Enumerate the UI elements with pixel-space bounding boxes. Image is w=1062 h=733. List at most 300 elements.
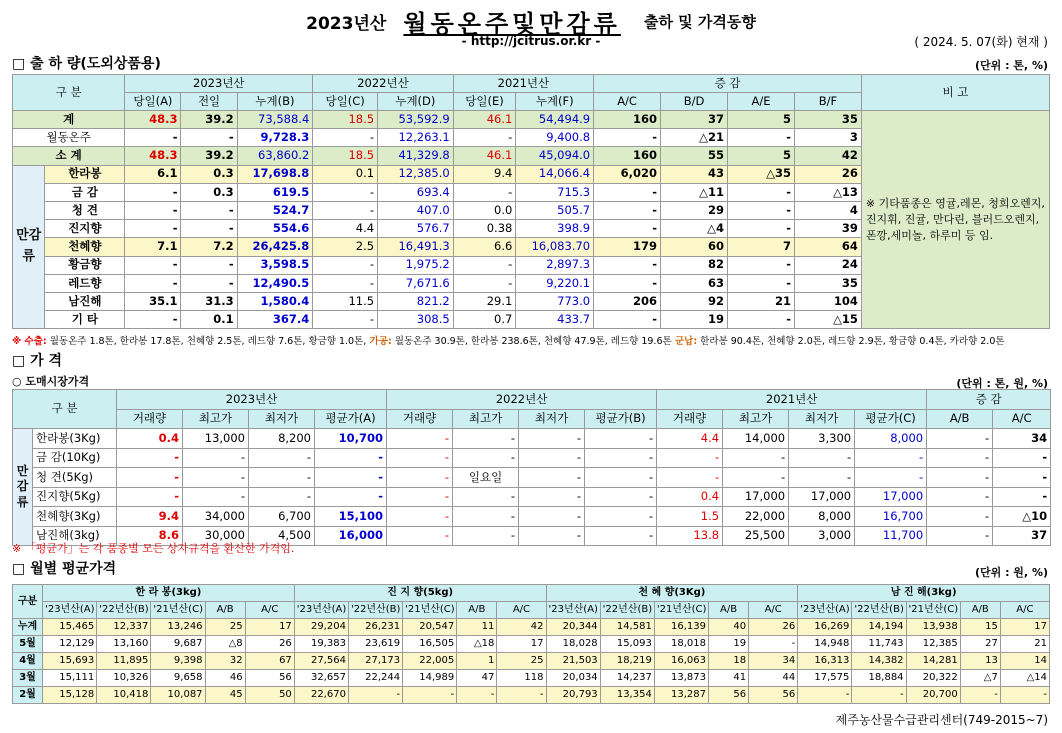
section-price-subtitle: ○ 도매시장가격 (12, 375, 90, 388)
value-cell: 11,895 (97, 653, 151, 670)
row-label: 레드향 (45, 274, 125, 292)
site-url[interactable]: - http://jcitrus.or.kr - (461, 34, 601, 48)
value-cell: 39.2 (181, 147, 237, 165)
value-cell: 0.1 (313, 165, 378, 183)
value-cell: 27,564 (294, 653, 348, 670)
value-cell: - (453, 129, 516, 147)
table-row (13, 507, 1051, 527)
value-cell: 92 (661, 292, 728, 310)
value-cell: 14,281 (906, 653, 960, 670)
value-cell: 18.5 (313, 147, 378, 165)
value-cell: - (728, 256, 795, 274)
value-cell: 32 (205, 653, 245, 670)
header-sub: '22년산(B) (600, 602, 654, 619)
value-cell: 34,000 (183, 507, 249, 527)
value-cell: 0.7 (453, 311, 516, 329)
value-cell: △18 (457, 636, 497, 653)
row-label: 천혜향(3Kg) (33, 507, 117, 527)
row-label: 청 견 (45, 201, 125, 219)
value-cell: △35 (728, 165, 795, 183)
value-cell: 524.7 (237, 201, 313, 219)
value-cell: - (117, 468, 183, 488)
value-cell: 2,897.3 (516, 256, 594, 274)
value-cell: 15,693 (43, 653, 97, 670)
header-row (13, 602, 1050, 619)
value-cell: - (723, 468, 789, 488)
value-cell: - (852, 687, 906, 704)
value-cell: - (993, 487, 1051, 507)
value-cell: △10 (993, 507, 1051, 527)
value-cell: 55 (661, 147, 728, 165)
value-cell: 46.1 (453, 147, 516, 165)
value-cell: 179 (594, 238, 661, 256)
note-export-text: 월동온주 1.8톤, 한라봉 17.8톤, 천혜향 2.5톤, 레드향 7.6톤, 황금향 1.0톤, (46, 336, 367, 347)
value-cell: 20,344 (546, 619, 600, 636)
value-cell: 104 (794, 292, 861, 310)
value-cell: 22,670 (294, 687, 348, 704)
value-cell: 14,194 (852, 619, 906, 636)
value-cell: - (749, 636, 798, 653)
value-cell: 4,500 (249, 526, 315, 546)
value-cell: 15 (960, 619, 1000, 636)
section-price-title: □ 가 격 (12, 353, 63, 369)
value-cell: 16,700 (855, 507, 927, 527)
value-cell: 56 (708, 687, 748, 704)
value-cell: 11 (457, 619, 497, 636)
value-cell: - (723, 448, 789, 468)
header-row (13, 585, 1050, 602)
value-cell: 14,237 (600, 670, 654, 687)
value-cell: △8 (205, 636, 245, 653)
value-cell: 0.3 (181, 183, 237, 201)
value-cell: 10,418 (97, 687, 151, 704)
value-cell: 26,231 (348, 619, 402, 636)
value-cell: 63 (661, 274, 728, 292)
value-cell: 25 (205, 619, 245, 636)
note-process-text: 월동온주 30.9톤, 한라봉 238.6톤, 천혜향 47.9톤, 레드향 19.6톤 (391, 336, 672, 347)
value-cell: 73,588.4 (237, 111, 313, 129)
value-cell: 9,220.1 (516, 274, 594, 292)
header-sub: '23년산(A) (546, 602, 600, 619)
value-cell: 3 (794, 129, 861, 147)
header-sub: '23년산(A) (294, 602, 348, 619)
value-cell: 9.4 (117, 507, 183, 527)
value-cell: 8,000 (789, 507, 855, 527)
value-cell: 6.1 (125, 165, 181, 183)
value-cell: 26 (794, 165, 861, 183)
value-cell: 15,093 (600, 636, 654, 653)
value-cell: - (927, 429, 993, 449)
value-cell: - (125, 311, 181, 329)
value-cell: 16,083.70 (516, 238, 594, 256)
value-cell: △15 (794, 311, 861, 329)
value-cell: - (125, 201, 181, 219)
value-cell: 44 (749, 670, 798, 687)
header-gubun: 구 분 (13, 390, 117, 429)
value-cell: 22,000 (723, 507, 789, 527)
value-cell: 12,385.0 (378, 165, 454, 183)
header-variety: 천 혜 향(3Kg) (546, 585, 798, 602)
value-cell: - (387, 448, 453, 468)
value-cell: - (125, 183, 181, 201)
value-cell: 16,491.3 (378, 238, 454, 256)
table-row (13, 619, 1050, 636)
section-shipment-unit: (단위 : 톤, %) (974, 59, 1048, 72)
header-sub: A/C (993, 409, 1051, 429)
row-label: 황금향 (45, 256, 125, 274)
value-cell: 118 (497, 670, 546, 687)
row-label: 2월 (13, 687, 43, 704)
header-sub: 최고가 (453, 409, 519, 429)
row-label: 진지향 (45, 220, 125, 238)
value-cell: 22,005 (403, 653, 457, 670)
value-cell: - (585, 429, 657, 449)
value-cell: 27 (960, 636, 1000, 653)
value-cell: 18 (708, 653, 748, 670)
value-cell: - (855, 448, 927, 468)
value-cell: - (728, 274, 795, 292)
value-cell: - (594, 311, 661, 329)
value-cell: 4.4 (657, 429, 723, 449)
value-cell: - (125, 220, 181, 238)
value-cell: - (117, 448, 183, 468)
header-sub: '21년산(C) (403, 602, 457, 619)
value-cell: 367.4 (237, 311, 313, 329)
value-cell: 13,246 (151, 619, 205, 636)
value-cell: 18,018 (654, 636, 708, 653)
row-label: 금 감 (45, 183, 125, 201)
shipment-table (12, 74, 1050, 329)
table-row (13, 687, 1050, 704)
value-cell: 82 (661, 256, 728, 274)
value-cell: 20,034 (546, 670, 600, 687)
value-cell: 18,219 (600, 653, 654, 670)
row-label: 3월 (13, 670, 43, 687)
value-cell: 9,687 (151, 636, 205, 653)
value-cell: 16,313 (798, 653, 852, 670)
value-cell: 19 (661, 311, 728, 329)
value-cell: - (960, 687, 1000, 704)
value-cell: 17,000 (855, 487, 927, 507)
value-cell: - (728, 129, 795, 147)
row-label: 한라봉(3Kg) (33, 429, 117, 449)
header-sub: A/C (749, 602, 798, 619)
header-sub: '21년산(C) (906, 602, 960, 619)
value-cell: 7 (728, 238, 795, 256)
value-cell: 0.4 (117, 429, 183, 449)
value-cell: 20,793 (546, 687, 600, 704)
row-label: 한라봉 (45, 165, 125, 183)
value-cell: 13,938 (906, 619, 960, 636)
value-cell: - (585, 468, 657, 488)
value-cell: - (594, 220, 661, 238)
value-cell: 25,500 (723, 526, 789, 546)
value-cell: - (313, 129, 378, 147)
value-cell: 715.3 (516, 183, 594, 201)
header-sub: 최저가 (249, 409, 315, 429)
value-cell: 13,160 (97, 636, 151, 653)
value-cell: 34 (749, 653, 798, 670)
value-cell: 11,700 (855, 526, 927, 546)
value-cell: 53,592.9 (378, 111, 454, 129)
value-cell: 576.7 (378, 220, 454, 238)
report-date: ( 2024. 5. 07(화) 현재 ) (914, 35, 1048, 49)
value-cell: 40 (708, 619, 748, 636)
value-cell: - (403, 687, 457, 704)
value-cell: 29 (661, 201, 728, 219)
value-cell: - (594, 183, 661, 201)
header-sub: 거래량 (657, 409, 723, 429)
value-cell: - (594, 129, 661, 147)
value-cell: 17,575 (798, 670, 852, 687)
header-remark: 비 고 (861, 75, 1049, 111)
value-cell: - (585, 507, 657, 527)
value-cell: 407.0 (378, 201, 454, 219)
value-cell: 31.3 (181, 292, 237, 310)
value-cell: 160 (594, 147, 661, 165)
header-sub: 최저가 (519, 409, 585, 429)
value-cell: 10,087 (151, 687, 205, 704)
value-cell: - (927, 448, 993, 468)
value-cell: - (183, 448, 249, 468)
value-cell: △7 (960, 670, 1000, 687)
header-change: 증 감 (927, 390, 1051, 410)
value-cell: - (927, 468, 993, 488)
value-cell: 4.4 (313, 220, 378, 238)
value-cell: 21 (728, 292, 795, 310)
value-cell: 505.7 (516, 201, 594, 219)
value-cell: - (183, 468, 249, 488)
value-cell: 17,000 (723, 487, 789, 507)
value-cell: 35.1 (125, 292, 181, 310)
header-sub: A/B (457, 602, 497, 619)
value-cell: - (585, 487, 657, 507)
note-process-label: 가공: (366, 336, 392, 347)
value-cell: △4 (661, 220, 728, 238)
header-row (13, 409, 1051, 429)
value-cell: 46 (205, 670, 245, 687)
header-2022: 2022년산 (387, 390, 657, 410)
value-cell: 1,580.4 (237, 292, 313, 310)
value-cell: - (927, 487, 993, 507)
value-cell: 9,658 (151, 670, 205, 687)
value-cell: 773.0 (516, 292, 594, 310)
value-cell: 30,000 (183, 526, 249, 546)
section-monthly-title: □ 월별 평균가격 (12, 561, 117, 577)
value-cell: 54,494.9 (516, 111, 594, 129)
value-cell: 16,063 (654, 653, 708, 670)
header-sub: 거래량 (117, 409, 183, 429)
table-row (13, 653, 1050, 670)
price-table (12, 389, 1051, 546)
value-cell: 5 (728, 111, 795, 129)
monthly-table (12, 584, 1050, 704)
value-cell: 45 (205, 687, 245, 704)
value-cell: - (657, 468, 723, 488)
value-cell: 11,743 (852, 636, 906, 653)
value-cell: 56 (749, 687, 798, 704)
value-cell: - (348, 687, 402, 704)
value-cell: 47 (457, 670, 497, 687)
header-variety: 진 지 향(5kg) (294, 585, 546, 602)
value-cell: 5 (728, 147, 795, 165)
header-sub: B/F (794, 93, 861, 111)
value-cell: - (657, 448, 723, 468)
value-cell: 1.5 (657, 507, 723, 527)
header-sub: '23년산(A) (43, 602, 97, 619)
header-sub: 평균가(C) (855, 409, 927, 429)
value-cell: 29,204 (294, 619, 348, 636)
value-cell: - (313, 311, 378, 329)
table-row (13, 468, 1051, 488)
value-cell: 10,700 (315, 429, 387, 449)
value-cell: 13 (960, 653, 1000, 670)
value-cell: △11 (661, 183, 728, 201)
value-cell: - (594, 201, 661, 219)
value-cell: - (519, 429, 585, 449)
value-cell: 9,728.3 (237, 129, 313, 147)
header-sub: 당일(A) (125, 93, 181, 111)
header-sub: B/D (661, 93, 728, 111)
value-cell: 18.5 (313, 111, 378, 129)
value-cell: 20,547 (403, 619, 457, 636)
value-cell: - (728, 201, 795, 219)
value-cell: 13,000 (183, 429, 249, 449)
value-cell: - (453, 507, 519, 527)
header-row (13, 390, 1051, 410)
header-sub: 거래량 (387, 409, 453, 429)
row-label: 남진해 (45, 292, 125, 310)
value-cell: 41 (708, 670, 748, 687)
value-cell: - (249, 468, 315, 488)
value-cell: 48.3 (125, 147, 181, 165)
title-main: 월동온주및만감류 (403, 10, 621, 38)
value-cell: 18,884 (852, 670, 906, 687)
value-cell: - (313, 183, 378, 201)
header-sub: A/B (205, 602, 245, 619)
value-cell: 12,490.5 (237, 274, 313, 292)
value-cell: 14 (1000, 653, 1049, 670)
header-sub: 최고가 (723, 409, 789, 429)
value-cell: 6,700 (249, 507, 315, 527)
value-cell: - (125, 129, 181, 147)
value-cell: 693.4 (378, 183, 454, 201)
value-cell: 22,244 (348, 670, 402, 687)
value-cell: 13.8 (657, 526, 723, 546)
value-cell: 12,385 (906, 636, 960, 653)
value-cell: 23,619 (348, 636, 402, 653)
value-cell: - (519, 507, 585, 527)
value-cell: - (453, 256, 516, 274)
value-cell: 32,657 (294, 670, 348, 687)
value-cell: 17 (497, 636, 546, 653)
value-cell: 9,400.8 (516, 129, 594, 147)
value-cell: - (519, 526, 585, 546)
table-row (13, 448, 1051, 468)
value-cell: 14,581 (600, 619, 654, 636)
value-cell: - (313, 274, 378, 292)
value-cell: - (519, 487, 585, 507)
value-cell: 17,000 (789, 487, 855, 507)
value-cell: - (789, 448, 855, 468)
value-cell: 63,860.2 (237, 147, 313, 165)
value-cell: - (183, 487, 249, 507)
value-cell: 2.5 (313, 238, 378, 256)
value-cell: - (585, 448, 657, 468)
value-cell: 6,020 (594, 165, 661, 183)
value-cell: - (249, 487, 315, 507)
header-sub: A/B (960, 602, 1000, 619)
header-sub: '21년산(C) (654, 602, 708, 619)
header-sub: 당일(C) (313, 93, 378, 111)
value-cell: 27,173 (348, 653, 402, 670)
header-sub: A/E (728, 93, 795, 111)
value-cell: 67 (245, 653, 294, 670)
row-label: 남진해(3kg) (33, 526, 117, 546)
value-cell: 26 (245, 636, 294, 653)
value-cell: - (855, 468, 927, 488)
value-cell: 12,337 (97, 619, 151, 636)
header-sub: '21년산(C) (151, 602, 205, 619)
row-label: 계 (13, 111, 125, 129)
value-cell: - (789, 468, 855, 488)
value-cell: - (387, 468, 453, 488)
value-cell: 20,700 (906, 687, 960, 704)
value-cell: - (315, 487, 387, 507)
header-sub: 누계(B) (237, 93, 313, 111)
value-cell: 160 (594, 111, 661, 129)
header-sub: 최고가 (183, 409, 249, 429)
value-cell: 16,000 (315, 526, 387, 546)
row-label: 금 감(10Kg) (33, 448, 117, 468)
value-cell: 50 (245, 687, 294, 704)
value-cell: - (181, 220, 237, 238)
value-cell: 3,000 (789, 526, 855, 546)
value-cell: 48.3 (125, 111, 181, 129)
row-label: 천혜향 (45, 238, 125, 256)
value-cell: - (117, 487, 183, 507)
row-label: 청 견(5Kg) (33, 468, 117, 488)
value-cell: 26 (749, 619, 798, 636)
value-cell: 1 (457, 653, 497, 670)
header-sub: 전일 (181, 93, 237, 111)
value-cell: 11.5 (313, 292, 378, 310)
title-year: 2023년산 (306, 14, 387, 34)
header-sub: A/B (927, 409, 993, 429)
table-row (13, 111, 1050, 129)
value-cell: - (387, 429, 453, 449)
value-cell: 206 (594, 292, 661, 310)
header-sub: A/C (1000, 602, 1049, 619)
row-label: 진지향(5Kg) (33, 487, 117, 507)
value-cell: 37 (661, 111, 728, 129)
section-shipment-title: □ 출 하 량(도외상품용) (12, 56, 161, 72)
header-2022: 2022년산 (313, 75, 453, 93)
value-cell: 0.4 (657, 487, 723, 507)
header-sub: A/C (594, 93, 661, 111)
value-cell: △13 (794, 183, 861, 201)
value-cell: 19 (708, 636, 748, 653)
table-row (13, 670, 1050, 687)
value-cell: - (497, 687, 546, 704)
value-cell: 9,398 (151, 653, 205, 670)
value-cell: 14,989 (403, 670, 457, 687)
header-variety: 남 진 해(3kg) (798, 585, 1050, 602)
table-row (13, 429, 1051, 449)
header-2021: 2021년산 (657, 390, 927, 410)
value-cell: 17 (245, 619, 294, 636)
value-cell: - (594, 256, 661, 274)
